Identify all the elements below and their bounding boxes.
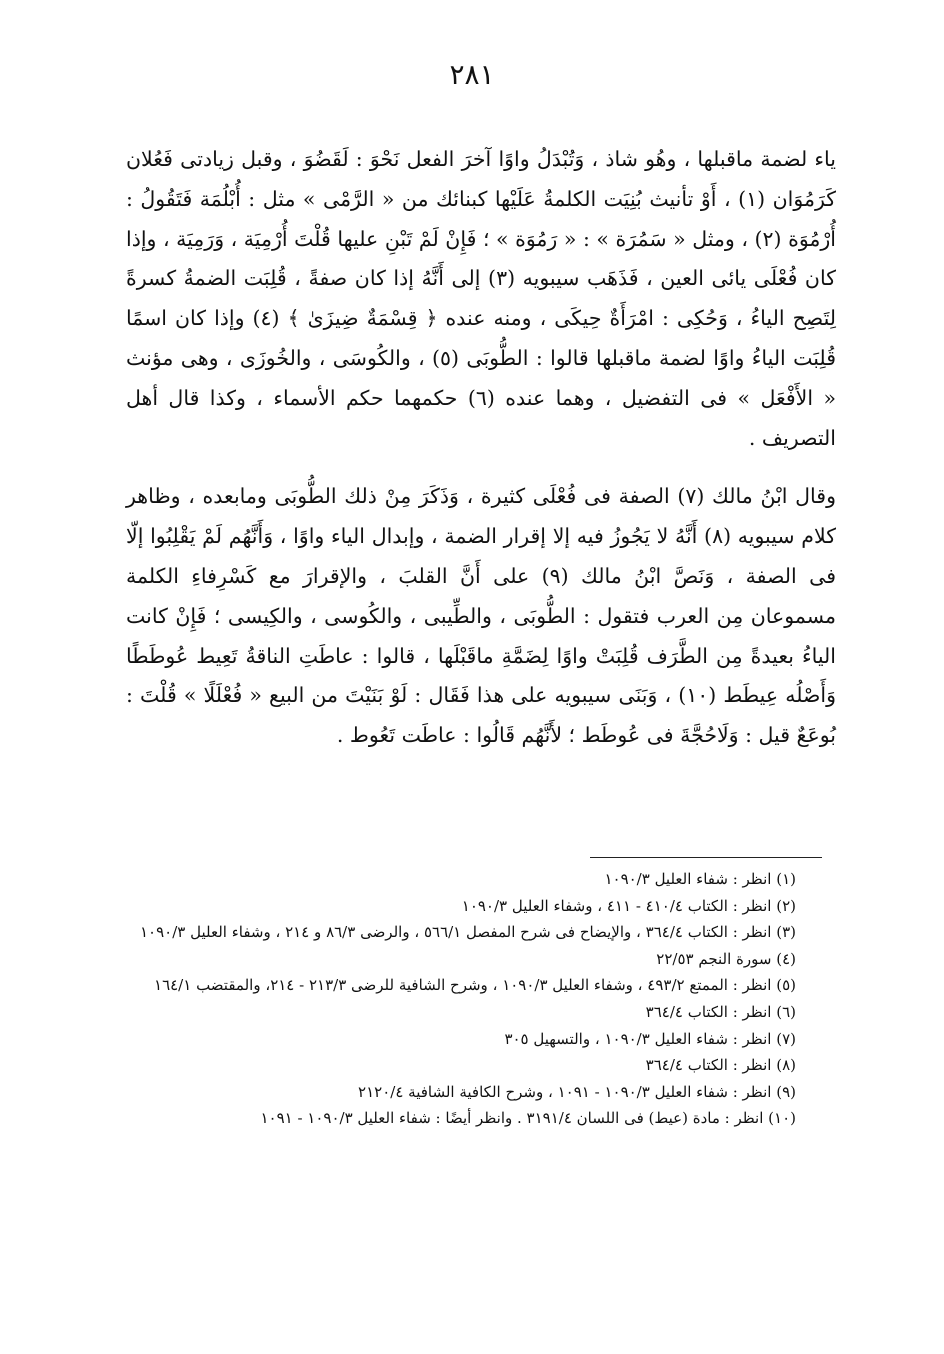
footnote: (٤) سورة النجم ٢٢/٥٣ — [656, 949, 796, 968]
footnote: (٩) انظر : شفاء العليل ١٠٩٠/٣ - ١٠٩١ ، وشرح الكافية الشافية ٢١٢٠/٤ — [358, 1082, 796, 1101]
main-text — [126, 140, 836, 756]
footnotes — [120, 866, 836, 1132]
footnote: (٧) انظر : شفاء العليل ١٠٩٠/٣ ، والتسهيل ٣٠٥ — [504, 1029, 796, 1048]
paragraph: وقال ابْنُ مالك (٧) الصفة فى فُعْلَى كثيرة ، وَذَكَرَ مِنْ ذلك الطُّوبَى ومابعده ، وظاهر كلام سيبويه (٨) أَنَّهُ لا يَجُوزُ فيه إلا إقرار الضمة ، وإبدال الياء واوًا ، وَأَنَّهُم لَمْ يَقْلِبُوا إلّا فى الصفة ، وَنَصَّ ابْنُ مالك (٩) على أَنَّ القلبَ ، والإقرارَ مع كَسْرِفاءِ الكلمة مسموعان مِن العرب فتقول : الطُّوبَى ، والطِّيبى ، والكُوسى ، والكِيسى ؛ فَإِنْ كانت الياءُ بعيدةً مِن الطَّرَف قُلِبَتْ واوًا لِضَمَّةِ ماقَبْلَها ، قالوا : عاطَتِ الناقةُ تَعِيط عُوطَطًا وَأَصْلُه عِيطَط (١٠) ، وَبَنَى سيبويه على هذا فَقَال : لَوْ بَنَيْتَ من البيع « فُعْلَلًا » قُلْتَ : بُوعَعٌ قيل : وَلَاحُجَّةَ فى عُوطَط ؛ لأَنَّهُم قَالُوا : عاطَت تَعُوط . — [126, 484, 836, 748]
footnote: (٦) انظر : الكتاب ٣٦٤/٤ — [645, 1002, 796, 1021]
footnote: (٣) انظر : الكتاب ٣٦٤/٤ ، والإيضاح فى شرح المفصل ٥٦٦/١ ، والرضى ٨٦/٣ و ٢١٤ ، وشفاء العليل ١٠٩٠/٣ — [140, 923, 796, 942]
footnote: (٢) انظر : الكتاب ٤١٠/٤ - ٤١١ ، وشفاء العليل ١٠٩٠/٣ — [461, 896, 796, 915]
footnote: (١٠) انظر : مادة (عيط) فى اللسان ٣١٩١/٤ . وانظر أيضًا : شفاء العليل ١٠٩٠/٣ - ١٠٩١ — [260, 1109, 796, 1128]
page-number: ٢٨١ — [449, 58, 495, 91]
footnote: (٥) انظر : الممتع ٤٩٣/٢ ، وشفاء العليل ١٠٩٠/٣ ، وشرح الشافية للرضى ٢١٣/٣ - ٢١٤، والمقتضب ١٦٤/١ — [154, 976, 796, 995]
footnote: (١) انظر : شفاء العليل ١٠٩٠/٣ — [604, 870, 796, 888]
footnote-divider — [590, 857, 822, 858]
paragraph: ياء لضمة ماقبلها ، وهُو شاذ ، وَتُبْدَلُ واوًا آخرَ الفعل نَحْوَ : لَقَضُوَ ، وقبل زيادتى فَعُلان كَرَمُوَان (١) ، أَوْ تأنيث بُنِيَت الكلمةُ عَلَيْها كبنائك من « الرَّمْى » مثل : أُبْلُمَة فَتَقُولُ : أُرْمُوَة (٢) ، ومثل « سَمُرَة » : « رَمُوَة » ؛ فَإِنْ لَمْ تَبْنِ عليها قُلْتَ أُرْمِيَة ، وَرَمِيَة ، وإذا كان فُعْلَى يائى العين ، فَذَهَب سيبويه (٣) إلى أَنَّهُ إذا كان صفةً ، قُلِبَت الضمةُ كسرةً لِتَصِح الياءُ ، وَحُكِى : امْرَأَةٌ حِيكَى ، ومنه عنده ﴿ قِسْمَةٌ ضِيزَىٰ ﴾ (٤) وإذا كان اسمًا قُلِبَت الياءُ واوًا لضمة ماقبلها قالوا : الطُّوبَى (٥) ، والكُوسَى ، والخُوزَى ، وهى مؤنث « الأَفْعَل » فى التفضيل ، وهما عنده (٦) حكمهما حكم الأسماء ، وكذا قال أهل التصريف . — [126, 147, 837, 450]
footnote: (٨) انظر : الكتاب ٣٦٤/٤ — [645, 1056, 796, 1075]
